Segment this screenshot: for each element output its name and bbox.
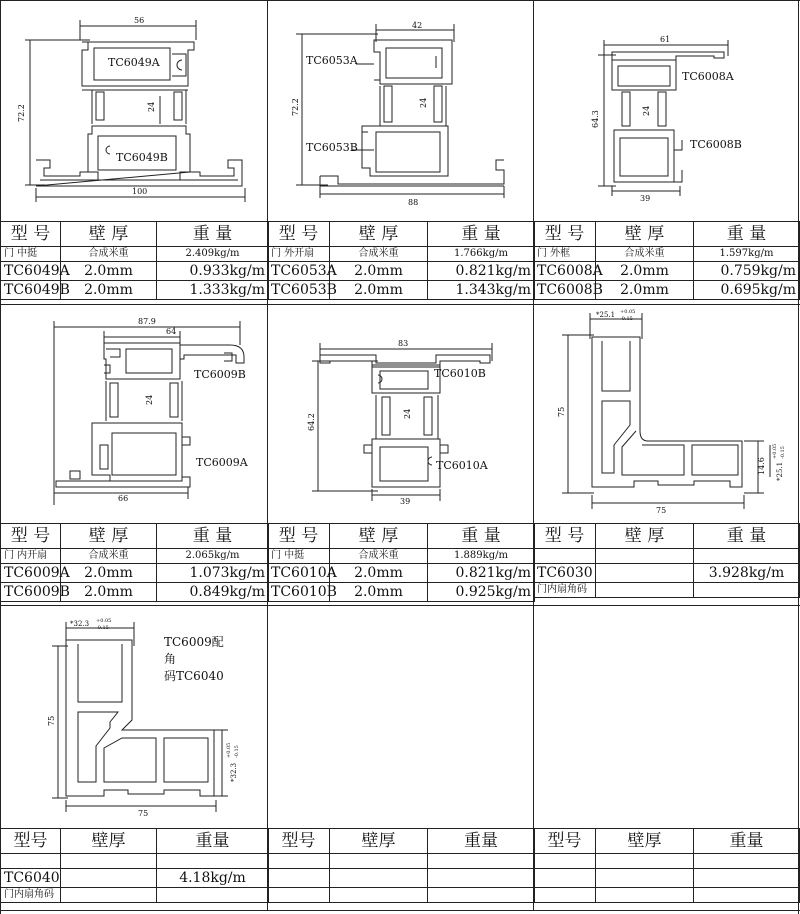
p1-dim-top: 56 <box>134 16 145 25</box>
p6-dim-width: 75 <box>656 506 667 515</box>
p1-dim-bottom: 100 <box>132 187 148 196</box>
p9-hdr-model: 型号 <box>534 829 596 854</box>
p3-row2-weight: 0.695kg/m <box>694 281 800 300</box>
p5-row1-weight: 0.821kg/m <box>428 564 535 583</box>
p7-hdr-thickness: 壁厚 <box>61 829 157 854</box>
p3-hdr-weight: 重 量 <box>694 222 800 247</box>
p7-row1-thickness <box>61 869 157 888</box>
p6-row1-weight: 3.928kg/m <box>694 564 800 583</box>
p8-hdr-model: 型号 <box>268 829 330 854</box>
p2-row1-model: TC6053A <box>268 262 330 281</box>
p2-dim-mid: 24 <box>419 97 428 108</box>
p5-part-a-label: TC6010A <box>436 459 488 472</box>
p1-dim-mid: 24 <box>147 101 156 112</box>
p1-hdr-weight: 重 量 <box>157 222 269 247</box>
p2-part-b-label: TC6053B <box>306 141 358 154</box>
p6-dim-tol-side: *25.1 <box>776 461 784 481</box>
p6-note: 门内扇角码 <box>534 583 596 598</box>
p4-dim-mid: 24 <box>145 394 154 405</box>
p7-caption-line1: TC6009配 <box>164 635 224 649</box>
p4-spec-table <box>0 523 269 602</box>
profile-drawing-tc6030 <box>534 305 799 523</box>
p5-row1-model: TC6010A <box>268 564 330 583</box>
p5-row2-model: TC6010B <box>268 583 330 602</box>
p7-caption-line3: 码TC6040 <box>164 669 224 683</box>
p5-hdr-weight: 重 量 <box>428 524 535 549</box>
p4-row2-weight: 0.849kg/m <box>157 583 269 602</box>
p5-dim-mid: 24 <box>403 408 412 419</box>
p3-dim-height: 64.3 <box>591 110 600 128</box>
p4-hdr-weight: 重 量 <box>157 524 269 549</box>
p2-dim-top: 42 <box>412 21 423 30</box>
p7-hdr-model: 型号 <box>1 829 61 854</box>
p4-row2-model: TC6009B <box>1 583 61 602</box>
p4-part-b-label: TC6009B <box>194 368 246 381</box>
p3-row1-weight: 0.759kg/m <box>694 262 800 281</box>
p5-sub-combined: 合成米重 <box>330 549 428 564</box>
p1-part-b-label: TC6049B <box>116 151 168 164</box>
p2-spec-table <box>267 221 535 300</box>
p3-spec-table <box>533 221 800 300</box>
p1-row2-weight: 1.333kg/m <box>157 281 269 300</box>
p3-row2-model: TC6008B <box>534 281 596 300</box>
p7-dim-height: 75 <box>47 715 56 726</box>
p4-sub-category: 门 内开扇 <box>1 549 61 564</box>
p2-row2-thickness: 2.0mm <box>330 281 428 300</box>
p2-dim-bottom: 88 <box>408 198 419 207</box>
profile-drawing-tc6040 <box>0 606 267 828</box>
p1-row1-weight: 0.933kg/m <box>157 262 269 281</box>
p3-dim-bottom: 39 <box>640 194 651 203</box>
p9-spec-table <box>533 828 800 903</box>
p4-row1-weight: 1.073kg/m <box>157 564 269 583</box>
profile-drawing-tc6008 <box>534 0 799 222</box>
p2-row1-thickness: 2.0mm <box>330 262 428 281</box>
p4-hdr-model: 型 号 <box>1 524 61 549</box>
p1-hdr-thickness: 壁 厚 <box>61 222 157 247</box>
p4-part-a-label: TC6009A <box>196 456 248 469</box>
p4-sub-combined-weight: 2.065kg/m <box>157 549 269 564</box>
p6-dim-tol-top-sup: +0.05 <box>620 309 636 315</box>
p3-dim-top: 61 <box>660 35 671 44</box>
p6-dim-height: 75 <box>557 406 566 417</box>
profile-drawing-tc6049 <box>0 0 267 222</box>
p4-hdr-thickness: 壁 厚 <box>61 524 157 549</box>
p5-sub-combined-weight: 1.889kg/m <box>428 549 535 564</box>
p4-row1-thickness: 2.0mm <box>61 564 157 583</box>
p5-row2-weight: 0.925kg/m <box>428 583 535 602</box>
p2-sub-category: 门 外开扇 <box>268 247 330 262</box>
p1-hdr-model: 型 号 <box>1 222 61 247</box>
p7-caption <box>164 634 224 685</box>
p5-row1-thickness: 2.0mm <box>330 564 428 583</box>
p7-caption-line2: 角 <box>164 652 177 666</box>
p3-part-b-label: TC6008B <box>690 138 742 151</box>
p1-dim-height: 72.2 <box>17 104 26 122</box>
p6-hdr-thickness: 壁 厚 <box>596 524 694 549</box>
p2-sub-combined-weight: 1.766kg/m <box>428 247 535 262</box>
p1-sub-category: 门 中挺 <box>1 247 61 262</box>
p6-hdr-weight: 重 量 <box>694 524 800 549</box>
p1-row2-model: TC6049B <box>1 281 61 300</box>
p3-sub-combined: 合成米重 <box>596 247 694 262</box>
p3-row1-thickness: 2.0mm <box>596 262 694 281</box>
p2-dim-height: 72.2 <box>291 98 300 116</box>
p3-hdr-model: 型 号 <box>534 222 596 247</box>
p1-row1-thickness: 2.0mm <box>61 262 157 281</box>
p5-row2-thickness: 2.0mm <box>330 583 428 602</box>
p5-dim-top: 83 <box>398 339 409 348</box>
p8-hdr-weight: 重量 <box>428 829 535 854</box>
p6-dim-tol-top: *25.1 <box>596 311 616 319</box>
p2-hdr-weight: 重 量 <box>428 222 535 247</box>
p7-row1-model: TC6040 <box>1 869 61 888</box>
p9-hdr-weight: 重量 <box>694 829 800 854</box>
p7-dim-tol-side: *32.3 <box>230 762 238 782</box>
p7-note: 门内扇角码 <box>1 888 61 903</box>
p1-part-a-label: TC6049A <box>108 56 160 69</box>
p7-spec-table <box>0 828 269 903</box>
p3-dim-mid: 24 <box>642 105 651 116</box>
p4-sub-combined: 合成米重 <box>61 549 157 564</box>
p8-spec-table <box>267 828 535 903</box>
p5-dim-bottom: 39 <box>400 497 411 506</box>
p2-row2-weight: 1.343kg/m <box>428 281 535 300</box>
p7-dim-tol-top: *32.3 <box>70 620 90 628</box>
p5-part-b-label: TC6010B <box>434 367 486 380</box>
p6-dim-tol-side-sup: +0.05 <box>772 443 778 459</box>
p6-dim-small: 14.6 <box>757 457 766 475</box>
p4-dim-inner: 64 <box>166 327 177 336</box>
p3-sub-combined-weight: 1.597kg/m <box>694 247 800 262</box>
p1-row2-thickness: 2.0mm <box>61 281 157 300</box>
p6-hdr-model: 型 号 <box>534 524 596 549</box>
p3-hdr-thickness: 壁 厚 <box>596 222 694 247</box>
p2-row2-model: TC6053B <box>268 281 330 300</box>
p5-hdr-thickness: 壁 厚 <box>330 524 428 549</box>
p7-dim-tol-side-sup: +0.05 <box>226 742 232 758</box>
p1-sub-combined: 合成米重 <box>61 247 157 262</box>
p2-part-a-label: TC6053A <box>306 54 358 67</box>
p5-hdr-model: 型 号 <box>268 524 330 549</box>
p4-dim-top: 87.9 <box>138 317 156 326</box>
p4-row1-model: TC6009A <box>1 564 61 583</box>
p1-row1-model: TC6049A <box>1 262 61 281</box>
p6-row1-model: TC6030 <box>534 564 596 583</box>
p4-row2-thickness: 2.0mm <box>61 583 157 602</box>
outer-border-bottom <box>0 910 800 911</box>
p2-hdr-thickness: 壁 厚 <box>330 222 428 247</box>
p7-dim-tol-side-sub: -0.15 <box>234 745 240 758</box>
p9-hdr-thickness: 壁厚 <box>596 829 694 854</box>
p3-row2-thickness: 2.0mm <box>596 281 694 300</box>
p6-dim-tol-side-sub: -0.15 <box>780 446 786 459</box>
p3-sub-category: 门 外框 <box>534 247 596 262</box>
p7-hdr-weight: 重量 <box>157 829 269 854</box>
p2-row1-weight: 0.821kg/m <box>428 262 535 281</box>
p5-spec-table <box>267 523 535 602</box>
p8-hdr-thickness: 壁厚 <box>330 829 428 854</box>
p3-row1-model: TC6008A <box>534 262 596 281</box>
profile-drawing-tc6010 <box>268 305 533 523</box>
profile-drawing-tc6009 <box>0 305 267 523</box>
p4-dim-bottom: 66 <box>118 494 129 503</box>
p2-sub-combined: 合成米重 <box>330 247 428 262</box>
p1-sub-combined-weight: 2.409kg/m <box>157 247 269 262</box>
p7-dim-tol-top-sup: +0.05 <box>96 618 112 624</box>
p3-part-a-label: TC6008A <box>682 70 734 83</box>
p6-dim-tol-top-sub: -0.15 <box>620 316 633 322</box>
p6-row1-thickness <box>596 564 694 583</box>
p7-dim-width: 75 <box>138 809 149 818</box>
p7-dim-tol-top-sub: -0.15 <box>96 625 109 631</box>
p2-hdr-model: 型 号 <box>268 222 330 247</box>
p5-dim-height: 64.2 <box>307 413 316 431</box>
p6-spec-table <box>533 523 800 598</box>
p5-sub-category: 门 中挺 <box>268 549 330 564</box>
p7-row1-weight: 4.18kg/m <box>157 869 269 888</box>
p1-spec-table <box>0 221 269 300</box>
profile-drawing-tc6053 <box>268 0 533 222</box>
